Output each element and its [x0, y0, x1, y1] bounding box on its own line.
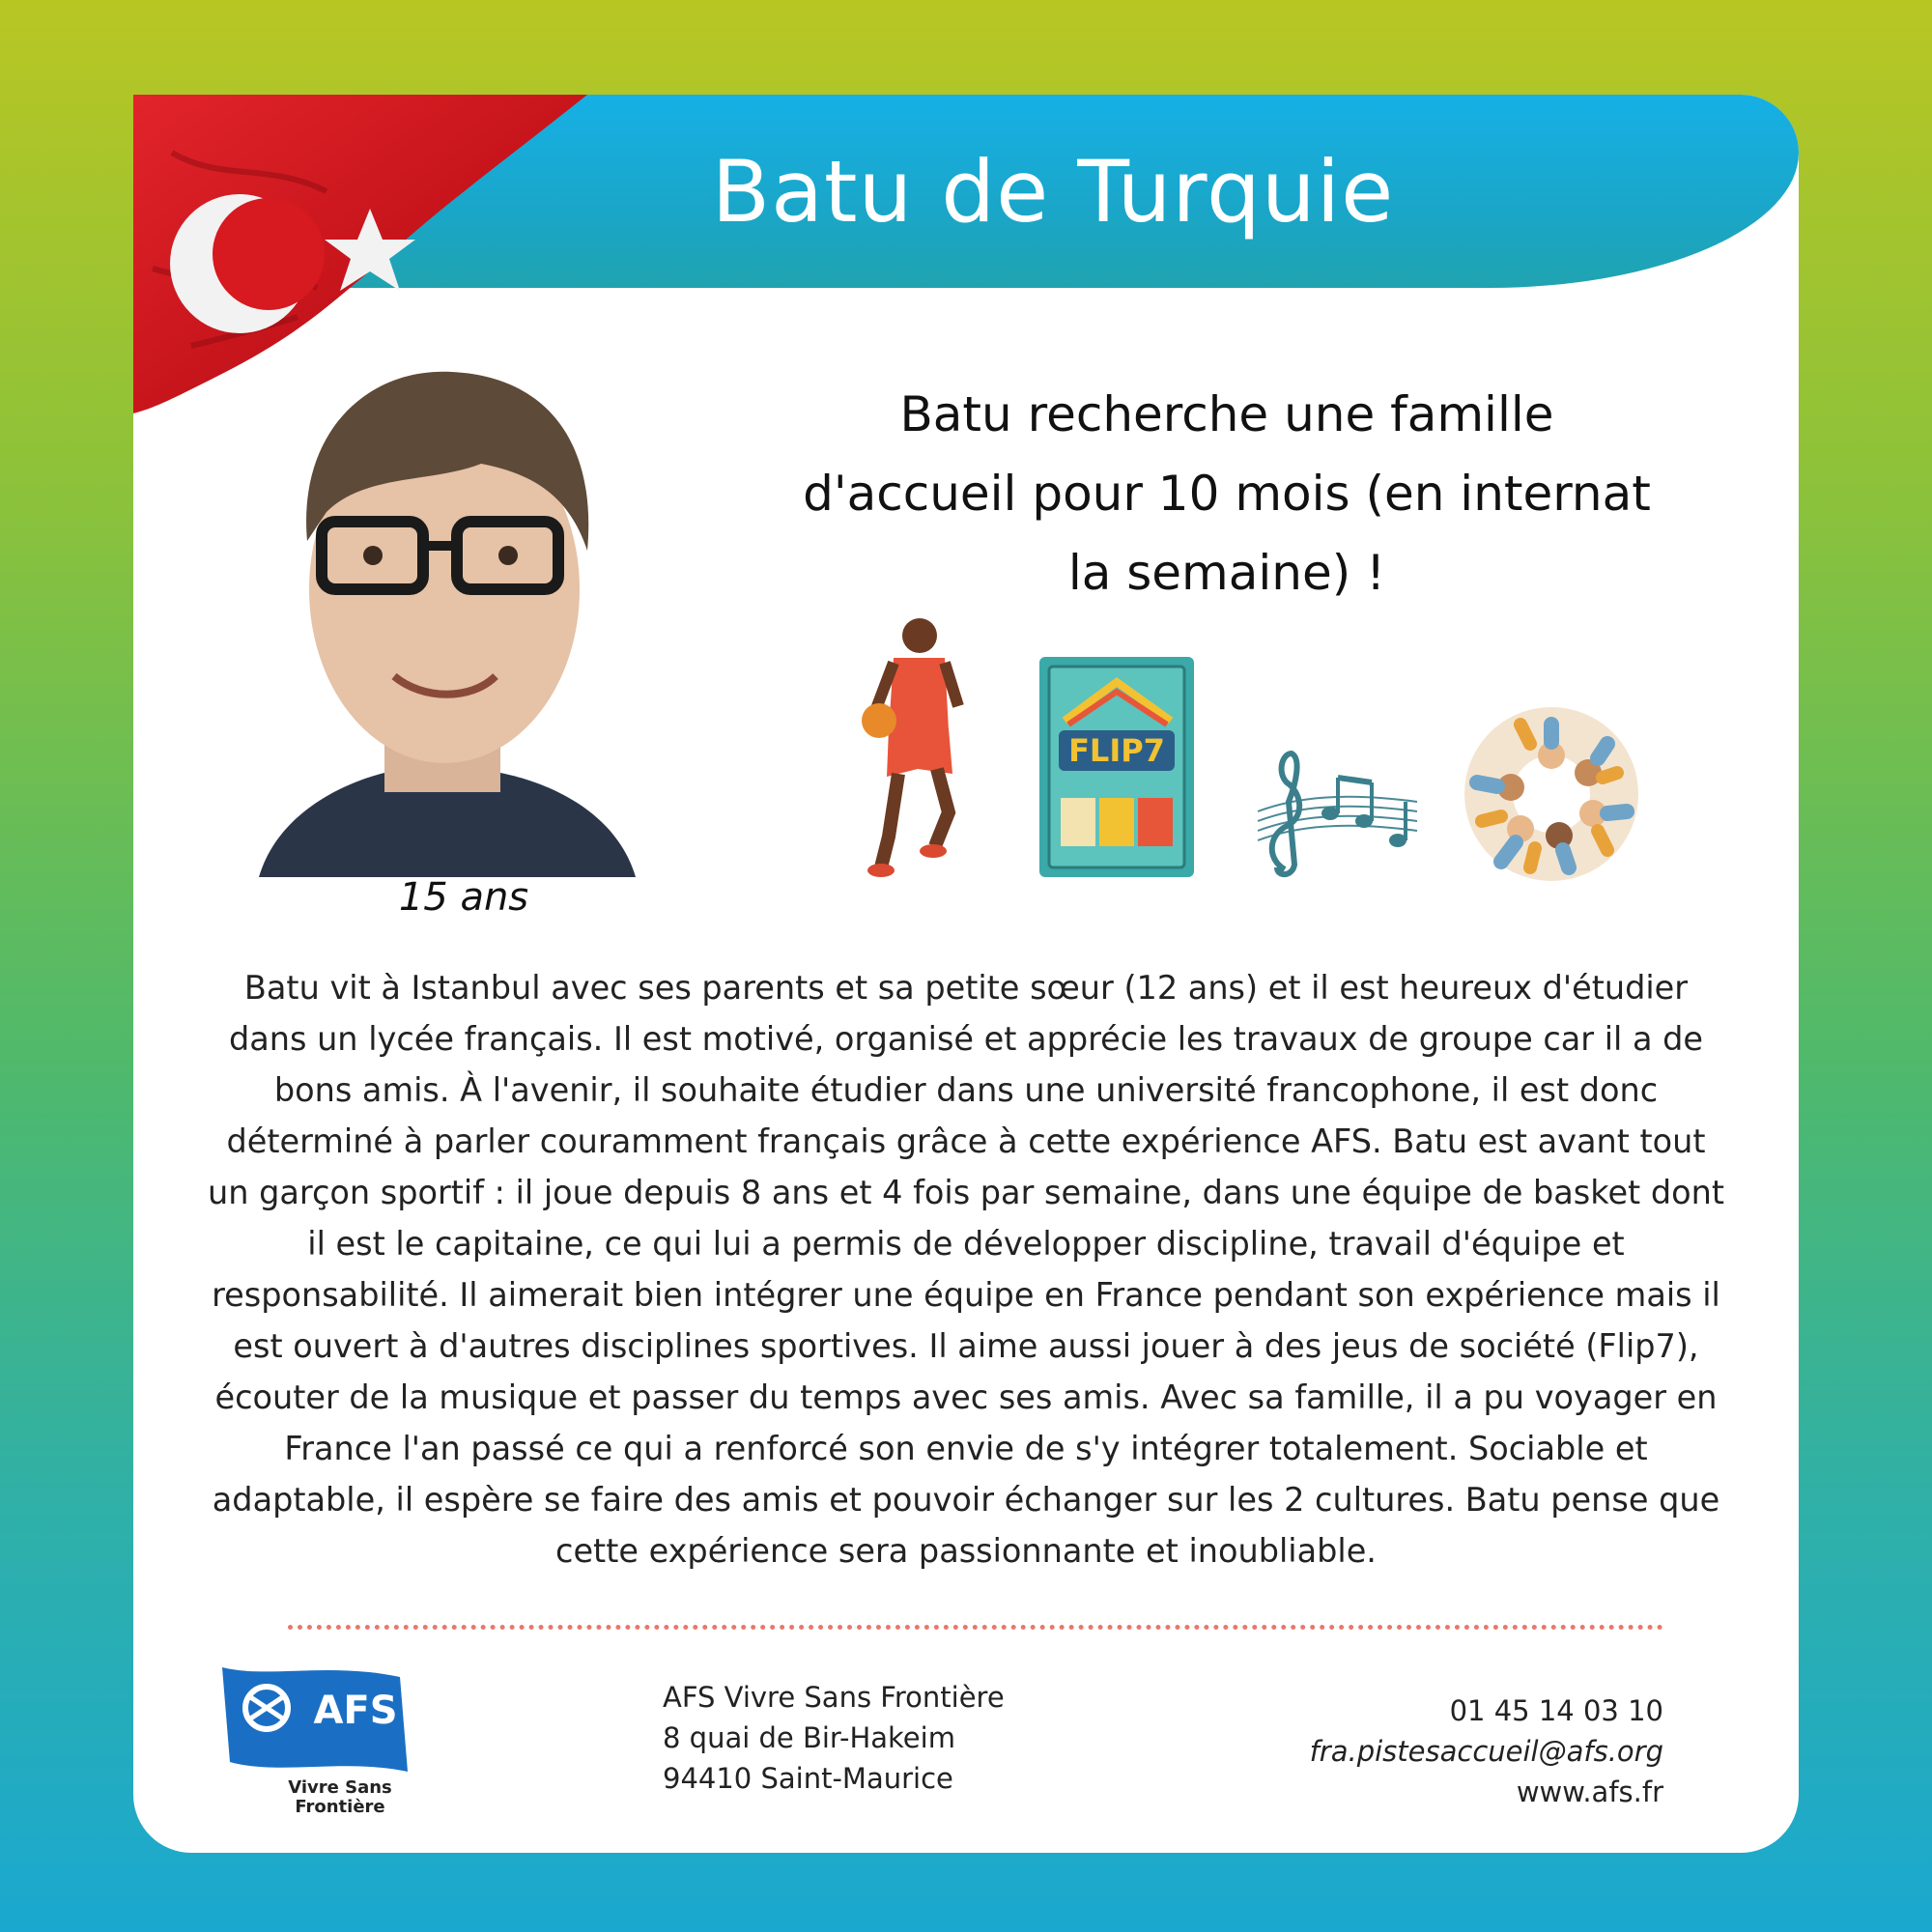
address-line: AFS Vivre Sans Frontière — [663, 1681, 1005, 1714]
address-line: 94410 Saint-Maurice — [663, 1762, 953, 1795]
afs-logo — [211, 1658, 419, 1818]
afs-logo-line2: Frontière — [295, 1797, 385, 1817]
portrait-photo — [240, 348, 645, 877]
address-line: 8 quai de Bir-Hakeim — [663, 1721, 955, 1754]
email-link[interactable]: fra.pistesaccueil@afs.org — [1309, 1735, 1663, 1768]
website-link[interactable]: www.afs.fr — [1516, 1776, 1663, 1808]
contact-block — [1198, 1690, 1663, 1812]
age-label: 15 ans — [398, 875, 529, 920]
phone-number: 01 45 14 03 10 — [1449, 1694, 1663, 1727]
basketball-player-icon — [860, 614, 966, 877]
game-title: FLIP7 — [1068, 732, 1165, 769]
bio-text: Batu vit à Istanbul avec ses parents et sa petite sœur (12 ans) et il est heureux d'étudier dans un lycée français. Il est motivé, organisé et apprécie les travaux de groupe car il a de bons amis. À l'avenir, il souhaite étudier dans une université francophone, il est donc déterminé à parler couramment français grâce à cette expérience AFS. Batu est avant tout un garçon sportif : il joue depuis 8 ans et 4 fois par semaine, dans une équipe de basket dont il est le capitaine, ce qui lui a permis de développer discipline, travail d'équipe et responsabilité. Il aimerait bien intégrer une équipe en France pendant son expérience mais il est ouvert à d'autres disciplines sportives. Il aime aussi jouer à des jeus de société (Flip7), écouter de la musique et passer du temps avec ses amis. Avec sa famille, il a pu voyager en France l'an passé ce qui a renforcé son envie de s'y intégrer totalement. Sociable et adaptable, il espère se faire des amis et pouvoir échanger sur les 2 cultures. Batu pense que cette expérience sera passionnante et inoubliable. — [208, 969, 1724, 1570]
flip7-game-box-icon — [1036, 653, 1198, 881]
friends-circle-icon — [1463, 705, 1640, 883]
afs-logo-text: AFS — [313, 1689, 398, 1733]
address-block — [663, 1677, 1107, 1799]
dotted-divider — [288, 1625, 1663, 1630]
afs-logo-line1: Vivre Sans — [288, 1777, 392, 1798]
music-notes-icon — [1248, 744, 1422, 879]
headline: Batu recherche une famille d'accueil pour 10 mois (en internat la semaine) ! — [803, 386, 1651, 601]
page-title: Batu de Turquie — [711, 141, 1395, 242]
